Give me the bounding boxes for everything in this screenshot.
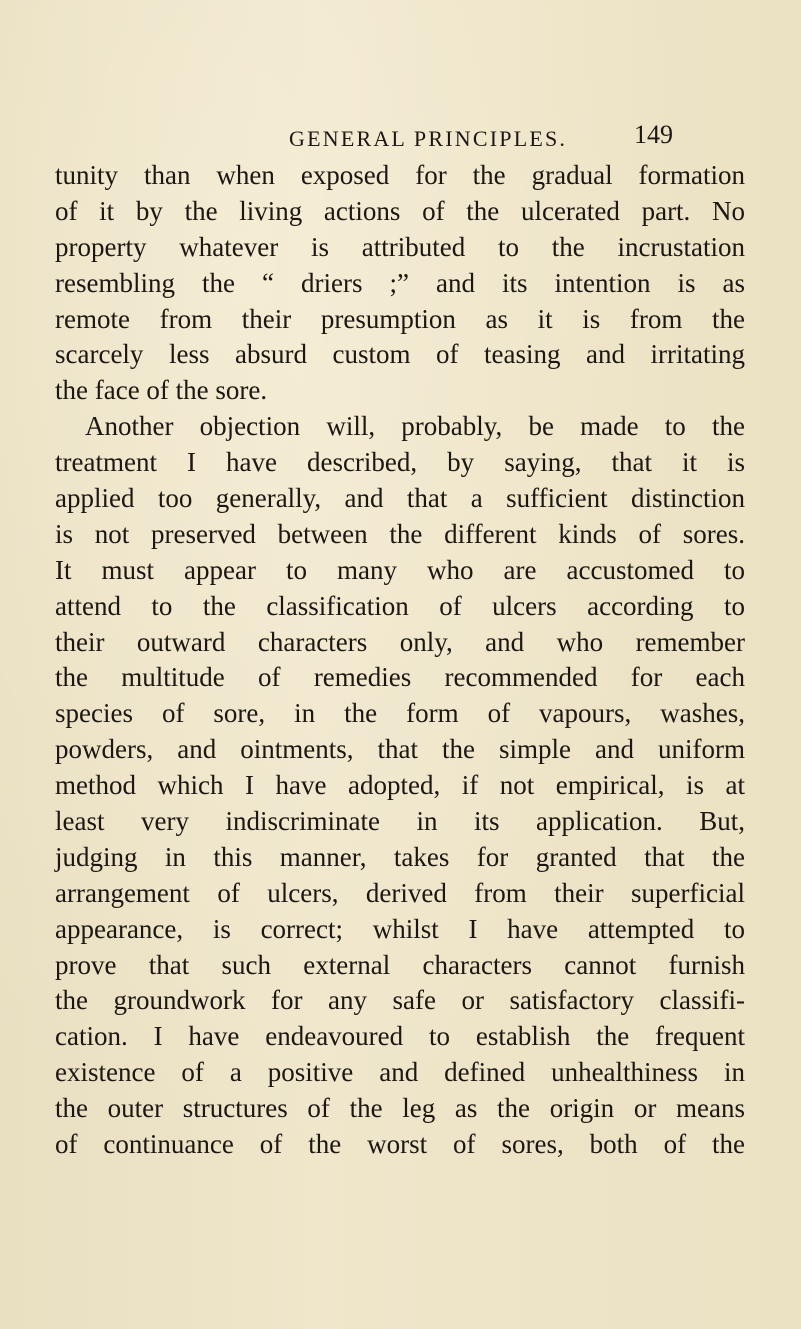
text-line: It must appear to many who are accustomed to [55,554,745,585]
text-line: existence of a positive and defined unhealthiness in [55,1057,745,1088]
text-line: arrangement of ulcers, derived from their superficial [55,877,745,908]
text-line: property whatever is attributed to the incrustation [55,231,745,262]
running-head [0,112,801,162]
text-line: the outer structures of the leg as the origin or means [55,1093,745,1124]
text-line: applied too generally, and that a sufficient distinction [55,483,745,514]
page-number: 149 [634,120,673,149]
text-line: the face of the sore. [55,375,268,406]
text-line: appearance, is correct; whilst I have attempted to [55,913,745,944]
running-title: GENERAL PRINCIPLES. [289,126,568,151]
text-line: cation. I have endeavoured to establish the frequent [55,1021,745,1052]
text-line: judging in this manner, takes for granted that the [55,841,745,872]
text-line: attend to the classification of ulcers according to [55,590,745,621]
text-line: of continuance of the worst of sores, both of the [55,1129,745,1160]
text-line: method which I have adopted, if not empirical, is at [55,770,745,801]
text-line: species of sore, in the form of vapours, washes, [55,698,745,729]
text-line: treatment I have described, by saying, that it is [55,447,745,478]
text-line: their outward characters only, and who remember [55,626,745,657]
text-line: tunity than when exposed for the gradual formation [55,160,745,190]
text-line: Another objection will, probably, be made to the [85,411,745,442]
text-line: resembling the “ driers ;” and its intention is as [55,267,745,298]
text-line: powders, and ointments, that the simple and uniform [55,734,745,765]
text-line: scarcely less absurd custom of teasing and irritating [55,339,745,370]
text-line: the groundwork for any safe or satisfactory classifi- [55,985,745,1016]
text-line: is not preserved between the different kinds of sores. [55,518,745,549]
text-line: prove that such external characters cannot furnish [55,949,745,980]
body-text [55,158,745,1163]
text-line: the multitude of remedies recommended for each [55,662,745,693]
text-line: of it by the living actions of the ulcerated part. No [55,195,745,226]
text-line: remote from their presumption as it is from the [55,303,745,334]
text-line: least very indiscriminate in its application. But, [55,806,745,837]
